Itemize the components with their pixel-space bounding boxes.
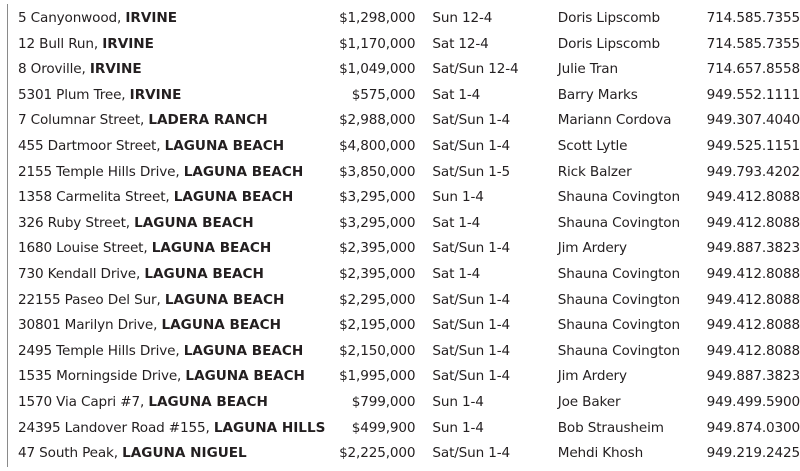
listing-address [0,83,336,109]
listing-city: LAGUNA BEACH [185,368,305,385]
listing-agent: Bob Strausheim [557,419,664,436]
listing-address [0,390,336,416]
listing-phone: 949.412.8088 [706,265,800,282]
listing-rows [0,6,800,467]
listing-price: $2,988,000 [339,112,416,129]
listing-row [0,288,800,314]
listing-open-house-time: Sat 1-4 [432,214,481,231]
listing-phone: 949.499.5900 [706,393,800,410]
listing-phone: 949.887.3823 [706,368,800,385]
listing-row [0,339,800,365]
open-house-listings-table [0,6,800,467]
listing-agent: Shauna Covington [557,214,680,231]
listing-open-house-time: Sat/Sun 1-4 [432,291,511,308]
listing-row [0,83,800,109]
listing-price: $2,150,000 [339,342,416,359]
listing-price: $2,395,000 [339,265,416,282]
listing-agent: Julie Tran [557,61,618,78]
listing-price: $2,225,000 [339,445,416,462]
listing-price: $1,298,000 [339,10,416,26]
listing-price: $2,195,000 [339,317,416,334]
listing-open-house-time: Sat/Sun 1-4 [432,342,511,359]
listing-street: 1680 Louise Street, [18,240,152,257]
listing-agent: Joe Baker [557,393,621,410]
listing-price: $1,170,000 [339,35,416,52]
listing-row [0,441,800,467]
listing-open-house-time: Sat/Sun 1-5 [432,163,511,180]
listing-agent: Mehdi Khosh [557,445,644,462]
listing-address [0,185,336,211]
listing-phone: 949.412.8088 [706,291,800,308]
listing-open-house-time: Sat 1-4 [432,265,481,282]
listing-street: 1570 Via Capri #7, [18,393,149,410]
listing-open-house-time: Sat/Sun 1-4 [432,368,511,385]
listing-price: $2,395,000 [339,240,416,257]
listing-city: LAGUNA BEACH [164,137,285,154]
listing-row [0,390,800,416]
listing-address [0,339,336,365]
listing-city: LAGUNA BEACH [164,291,285,308]
listing-row [0,160,800,186]
listing-phone: 949.412.8088 [706,189,800,206]
listing-street: 730 Kendall Drive, [18,265,145,282]
listing-open-house-time: Sat/Sun 1-4 [432,137,511,154]
listing-price: $499,900 [351,419,416,436]
listing-city: LAGUNA NIGUEL [122,445,247,462]
listing-row [0,211,800,237]
listing-address [0,262,336,288]
listing-city: IRVINE [102,35,154,52]
listing-phone: 949.412.8088 [706,317,800,334]
listing-address [0,32,336,58]
listing-open-house-time: Sat 12-4 [432,35,489,52]
listing-agent: Barry Marks [557,86,638,103]
listing-agent: Mariann Cordova [557,112,672,129]
listing-row [0,57,800,83]
listing-open-house-time: Sat/Sun 12-4 [432,61,519,78]
listing-address [0,236,336,262]
listing-agent: Shauna Covington [557,291,680,308]
listing-address [0,108,336,134]
listing-address [0,6,336,32]
listing-agent: Doris Lipscomb [557,10,660,26]
listing-open-house-time: Sat/Sun 1-4 [432,112,511,129]
listing-price: $3,850,000 [339,163,416,180]
listing-city: IRVINE [89,61,142,78]
listing-row [0,6,800,32]
listing-row [0,108,800,134]
listing-agent: Shauna Covington [557,317,680,334]
listing-street: 5 Canyonwood, [18,10,126,26]
listing-address [0,313,336,339]
listing-open-house-time: Sat/Sun 1-4 [432,240,511,257]
listing-agent: Jim Ardery [557,368,627,385]
listing-city: IRVINE [125,10,178,26]
listing-phone: 949.874.0300 [706,419,800,436]
listing-open-house-time: Sun 12-4 [432,10,493,26]
listing-city: LAGUNA BEACH [161,317,282,334]
listing-agent: Shauna Covington [557,342,680,359]
listing-row [0,185,800,211]
listing-street: 5301 Plum Tree, [18,86,130,103]
listing-city: LAGUNA BEACH [134,214,254,231]
listing-street: 2495 Temple Hills Drive, [18,342,184,359]
listing-price: $3,295,000 [339,214,416,231]
listing-phone: 949.793.4202 [706,163,800,180]
listing-open-house-time: Sun 1-4 [432,419,484,436]
listing-agent: Rick Balzer [557,163,632,180]
listing-address [0,134,336,160]
listing-address [0,211,336,237]
listing-open-house-time: Sun 1-4 [432,393,484,410]
listing-open-house-time: Sat 1-4 [432,86,481,103]
listing-street: 1358 Carmelita Street, [18,189,174,206]
listing-row [0,313,800,339]
listing-agent: Shauna Covington [557,265,680,282]
listing-row [0,32,800,58]
listing-phone: 949.219.2425 [706,445,800,462]
listing-agent: Scott Lytle [557,137,628,154]
listing-agent: Shauna Covington [557,189,680,206]
listing-phone: 714.657.8558 [706,61,800,78]
listing-agent: Doris Lipscomb [557,35,660,52]
listing-street: 12 Bull Run, [18,35,103,52]
listing-price: $1,049,000 [339,61,416,78]
listing-row [0,364,800,390]
listing-row [0,134,800,160]
listing-street: 455 Dartmoor Street, [18,137,165,154]
listing-price: $1,995,000 [339,368,416,385]
listing-street: 30801 Marilyn Drive, [18,317,162,334]
listing-city: LAGUNA BEACH [173,189,294,206]
listing-street: 24395 Landover Road #155, [18,419,214,436]
listing-price: $2,295,000 [339,291,416,308]
listing-street: 1535 Morningside Drive, [18,368,186,385]
listing-city: LAGUNA BEACH [183,342,304,359]
listing-price: $4,800,000 [339,137,416,154]
listing-street: 7 Columnar Street, [18,112,149,129]
listing-city: LAGUNA BEACH [151,240,272,257]
listing-open-house-time: Sun 1-4 [432,189,484,206]
listing-open-house-time: Sat/Sun 1-4 [432,317,511,334]
listing-open-house-time: Sat/Sun 1-4 [432,445,511,462]
listing-price: $3,295,000 [339,189,416,206]
listing-address [0,57,336,83]
listing-phone: 949.887.3823 [706,240,800,257]
listing-agent: Jim Ardery [557,240,627,257]
listing-phone: 949.525.1151 [706,137,800,154]
listing-phone: 949.307.4040 [706,112,800,129]
listing-street: 8 Oroville, [18,61,90,78]
listing-phone: 949.412.8088 [706,214,800,231]
listing-street: 326 Ruby Street, [18,214,135,231]
listing-city: LAGUNA BEACH [183,163,304,180]
listing-price: $799,000 [351,393,416,410]
listing-address [0,364,336,390]
listing-row [0,236,800,262]
listing-street: 22155 Paseo Del Sur, [18,291,165,308]
listing-address [0,160,336,186]
listing-city: LAGUNA BEACH [148,393,268,410]
listing-street: 47 South Peak, [18,445,123,462]
listing-city: LADERA RANCH [148,112,268,129]
listing-phone: 949.552.1111 [706,86,800,103]
listing-address [0,416,336,442]
listing-city: LAGUNA HILLS [213,419,326,436]
listing-row [0,416,800,442]
listing-street: 2155 Temple Hills Drive, [18,163,184,180]
listing-price: $575,000 [351,86,416,103]
listing-city: IRVINE [129,86,182,103]
listing-phone: 949.412.8088 [706,342,800,359]
listing-city: LAGUNA BEACH [144,265,264,282]
listing-row [0,262,800,288]
listing-address [0,441,336,467]
listing-phone: 714.585.7355 [706,10,800,26]
listing-phone: 714.585.7355 [706,35,800,52]
listing-address [0,288,336,314]
